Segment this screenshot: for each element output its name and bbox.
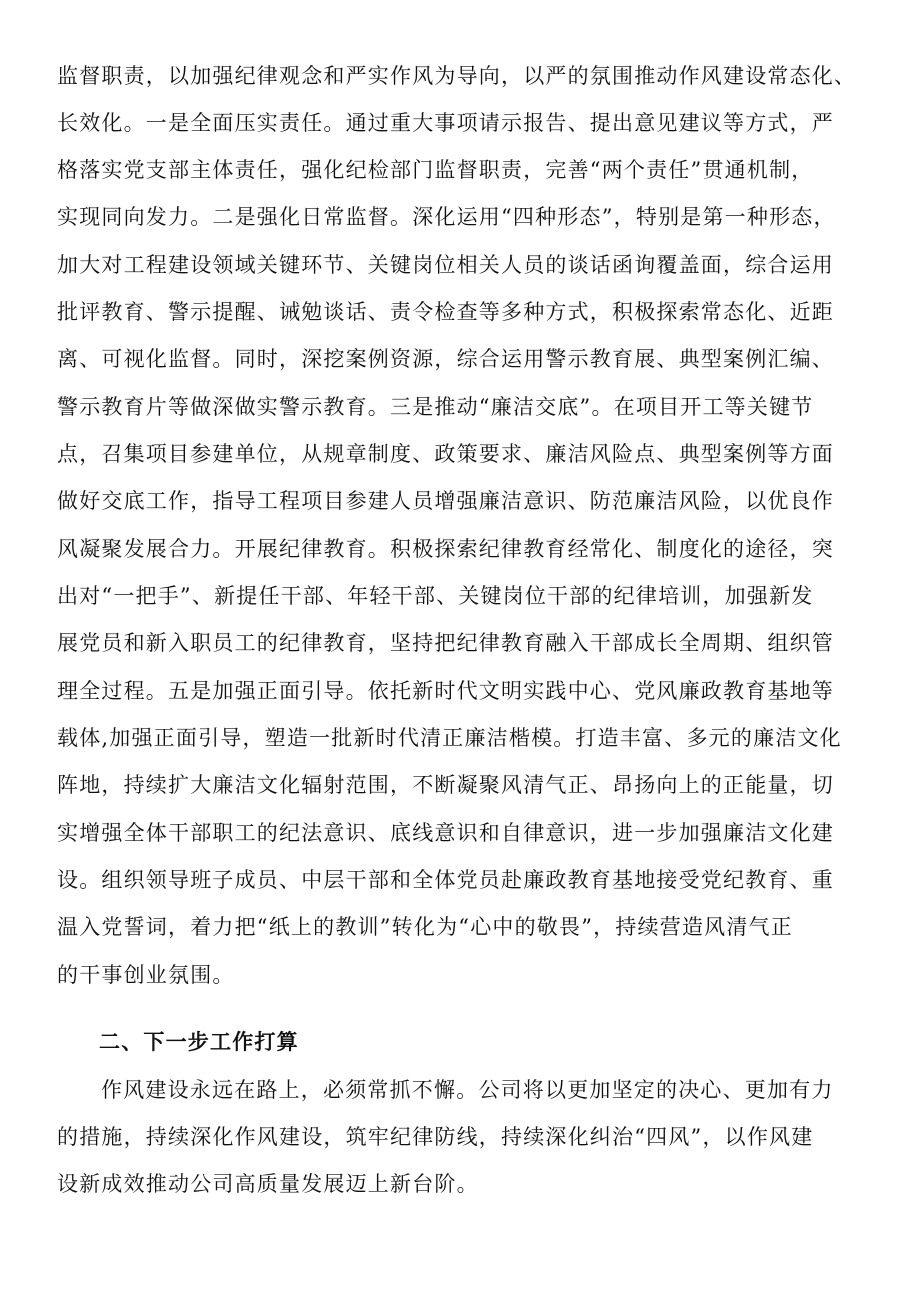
body-text-line: 警示教育片等做深做实警示教育。三是推动“廉洁交底”。在项目开工等关键节 xyxy=(57,395,814,419)
body-text-line: 风凝聚发展合力。开展纪律教育。积极探索纪律教育经常化、制度化的途径，突 xyxy=(57,537,834,561)
body-text-line: 加大对工程建设领域关键环节、关键岗位相关人员的谈话函询覆盖面，综合运用 xyxy=(57,253,834,277)
body-text-line: 阵地，持续扩大廉洁文化辐射范围，不断凝聚风清气正、昂扬向上的正能量，切 xyxy=(57,773,834,797)
body-text-line: 批评教育、警示提醒、诫勉谈话、责令检查等多种方式，积极探索常态化、近距 xyxy=(57,300,834,324)
body-text-line: 载体,加强正面引导，塑造一批新时代清正廉洁楷模。打造丰富、多元的廉洁文化 xyxy=(57,726,842,750)
body-text-line: 的干事创业氛围。 xyxy=(57,963,235,987)
body-text-line: 展党员和新入职员工的纪律教育，坚持把纪律教育融入干部成长全周期、组织管 xyxy=(57,631,834,655)
body-text-line: 离、可视化监督。同时，深挖案例资源，综合运用警示教育展、典型案例汇编、 xyxy=(57,347,834,371)
body-text-line: 作风建设永远在路上，必须常抓不懈。公司将以更加坚定的决心、更加有力 xyxy=(101,1078,834,1102)
section-heading: 二、下一步工作打算 xyxy=(99,1030,299,1054)
body-text-line: 监督职责，以加强纪律观念和严实作风为导向，以严的氛围推动作风建设常态化、 xyxy=(57,64,857,88)
body-text-line: 格落实党支部主体责任，强化纪检部门监督职责，完善“两个责任”贯通机制， xyxy=(57,158,814,182)
body-text-line: 温入党誓词，着力把“纸上的教训”转化为“心中的敬畏”，持续营造风清气正 xyxy=(57,915,793,939)
body-text-line: 实增强全体干部职工的纪法意识、底线意识和自律意识，进一步加强廉洁文化建 xyxy=(57,821,834,845)
body-text-line: 点，召集项目参建单位，从规章制度、政策要求、廉洁风险点、典型案例等方面 xyxy=(57,442,834,466)
body-text-line: 设。组织领导班子成员、中层干部和全体党员赴廉政教育基地接受党纪教育、重 xyxy=(57,868,834,892)
body-text-line: 的措施，持续深化作风建设，筑牢纪律防线，持续深化纠治“四风”，以作风建 xyxy=(57,1125,814,1149)
body-text-line: 设新成效推动公司高质量发展迈上新台阶。 xyxy=(57,1172,479,1196)
body-text-line: 理全过程。五是加强正面引导。依托新时代文明实践中心、党风廉政教育基地等 xyxy=(57,679,834,703)
body-text-line: 出对“一把手”、新提任干部、年轻干部、关键岗位干部的纪律培训，加强新发 xyxy=(57,584,814,608)
body-text-line: 实现同向发力。二是强化日常监督。深化运用“四种形态”，特别是第一种形态， xyxy=(57,205,836,229)
body-text-line: 做好交底工作，指导工程项目参建人员增强廉洁意识、防范廉洁风险，以优良作 xyxy=(57,489,834,513)
body-text-line: 长效化。一是全面压实责任。通过重大事项请示报告、提出意见建议等方式，严 xyxy=(57,111,834,135)
